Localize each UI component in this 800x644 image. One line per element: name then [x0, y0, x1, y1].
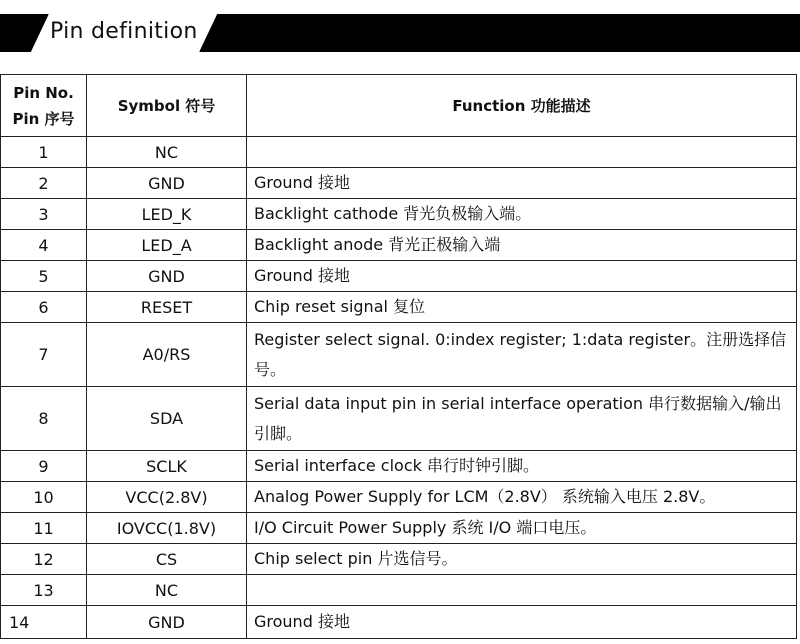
header-pin-line2: Pin 序号 [12, 109, 75, 128]
table-header-row [1, 75, 797, 137]
pin-number: 3 [1, 199, 87, 230]
header-symbol: Symbol 符号 [87, 75, 247, 137]
pin-number: 12 [1, 544, 87, 575]
pin-symbol: SCLK [87, 451, 247, 482]
header-pin-line1: Pin No. [13, 83, 74, 102]
pin-symbol: SDA [87, 387, 247, 451]
pin-function: Serial data input pin in serial interface operation 串行数据输入/输出引脚。 [247, 387, 797, 451]
pin-function: Ground 接地 [247, 168, 797, 199]
pin-function: Analog Power Supply for LCM（2.8V） 系统输入电压 2.8V。 [247, 482, 797, 513]
pin-number: 6 [1, 292, 87, 323]
pin-symbol: GND [87, 606, 247, 639]
pin-symbol: GND [87, 168, 247, 199]
pin-number: 11 [1, 513, 87, 544]
table-row [1, 544, 797, 575]
table-row [1, 482, 797, 513]
pin-number: 7 [1, 323, 87, 387]
pin-symbol: LED_A [87, 230, 247, 261]
pin-number: 14 [1, 606, 87, 639]
pin-function: I/O Circuit Power Supply 系统 I/O 端口电压。 [247, 513, 797, 544]
section-title: Pin definition [50, 19, 198, 44]
pin-number: 8 [1, 387, 87, 451]
pin-number: 2 [1, 168, 87, 199]
pin-number: 5 [1, 261, 87, 292]
table-row [1, 292, 797, 323]
pin-symbol: LED_K [87, 199, 247, 230]
pin-function: Serial interface clock 串行时钟引脚。 [247, 451, 797, 482]
pin-number: 9 [1, 451, 87, 482]
pin-function: Ground 接地 [247, 606, 797, 639]
table-row [1, 323, 797, 387]
pin-function: Backlight anode 背光正极输入端 [247, 230, 797, 261]
pin-number: 13 [1, 575, 87, 606]
pin-symbol: VCC(2.8V) [87, 482, 247, 513]
pin-symbol: IOVCC(1.8V) [87, 513, 247, 544]
table-row [1, 199, 797, 230]
pin-function: Ground 接地 [247, 261, 797, 292]
table-row [1, 606, 797, 639]
pin-symbol: CS [87, 544, 247, 575]
pin-function: Chip reset signal 复位 [247, 292, 797, 323]
pin-symbol: NC [87, 137, 247, 168]
pin-symbol: GND [87, 261, 247, 292]
pin-function: Chip select pin 片选信号。 [247, 544, 797, 575]
table-row [1, 230, 797, 261]
pin-function: Register select signal. 0:index register; 1:data register。注册选择信号。 [247, 323, 797, 387]
pin-number: 1 [1, 137, 87, 168]
pin-function [247, 137, 797, 168]
pin-number: 10 [1, 482, 87, 513]
pin-number: 4 [1, 230, 87, 261]
section-header [0, 14, 800, 52]
header-function: Function 功能描述 [247, 75, 797, 137]
pin-definition-table [0, 74, 797, 639]
table-row [1, 168, 797, 199]
header-pin [1, 75, 87, 137]
pin-function: Backlight cathode 背光负极输入端。 [247, 199, 797, 230]
table-row [1, 137, 797, 168]
pin-symbol: A0/RS [87, 323, 247, 387]
table-row [1, 261, 797, 292]
pin-symbol: RESET [87, 292, 247, 323]
table-row [1, 575, 797, 606]
pin-function [247, 575, 797, 606]
table-row [1, 451, 797, 482]
table-row [1, 387, 797, 451]
pin-symbol: NC [87, 575, 247, 606]
table-row [1, 513, 797, 544]
